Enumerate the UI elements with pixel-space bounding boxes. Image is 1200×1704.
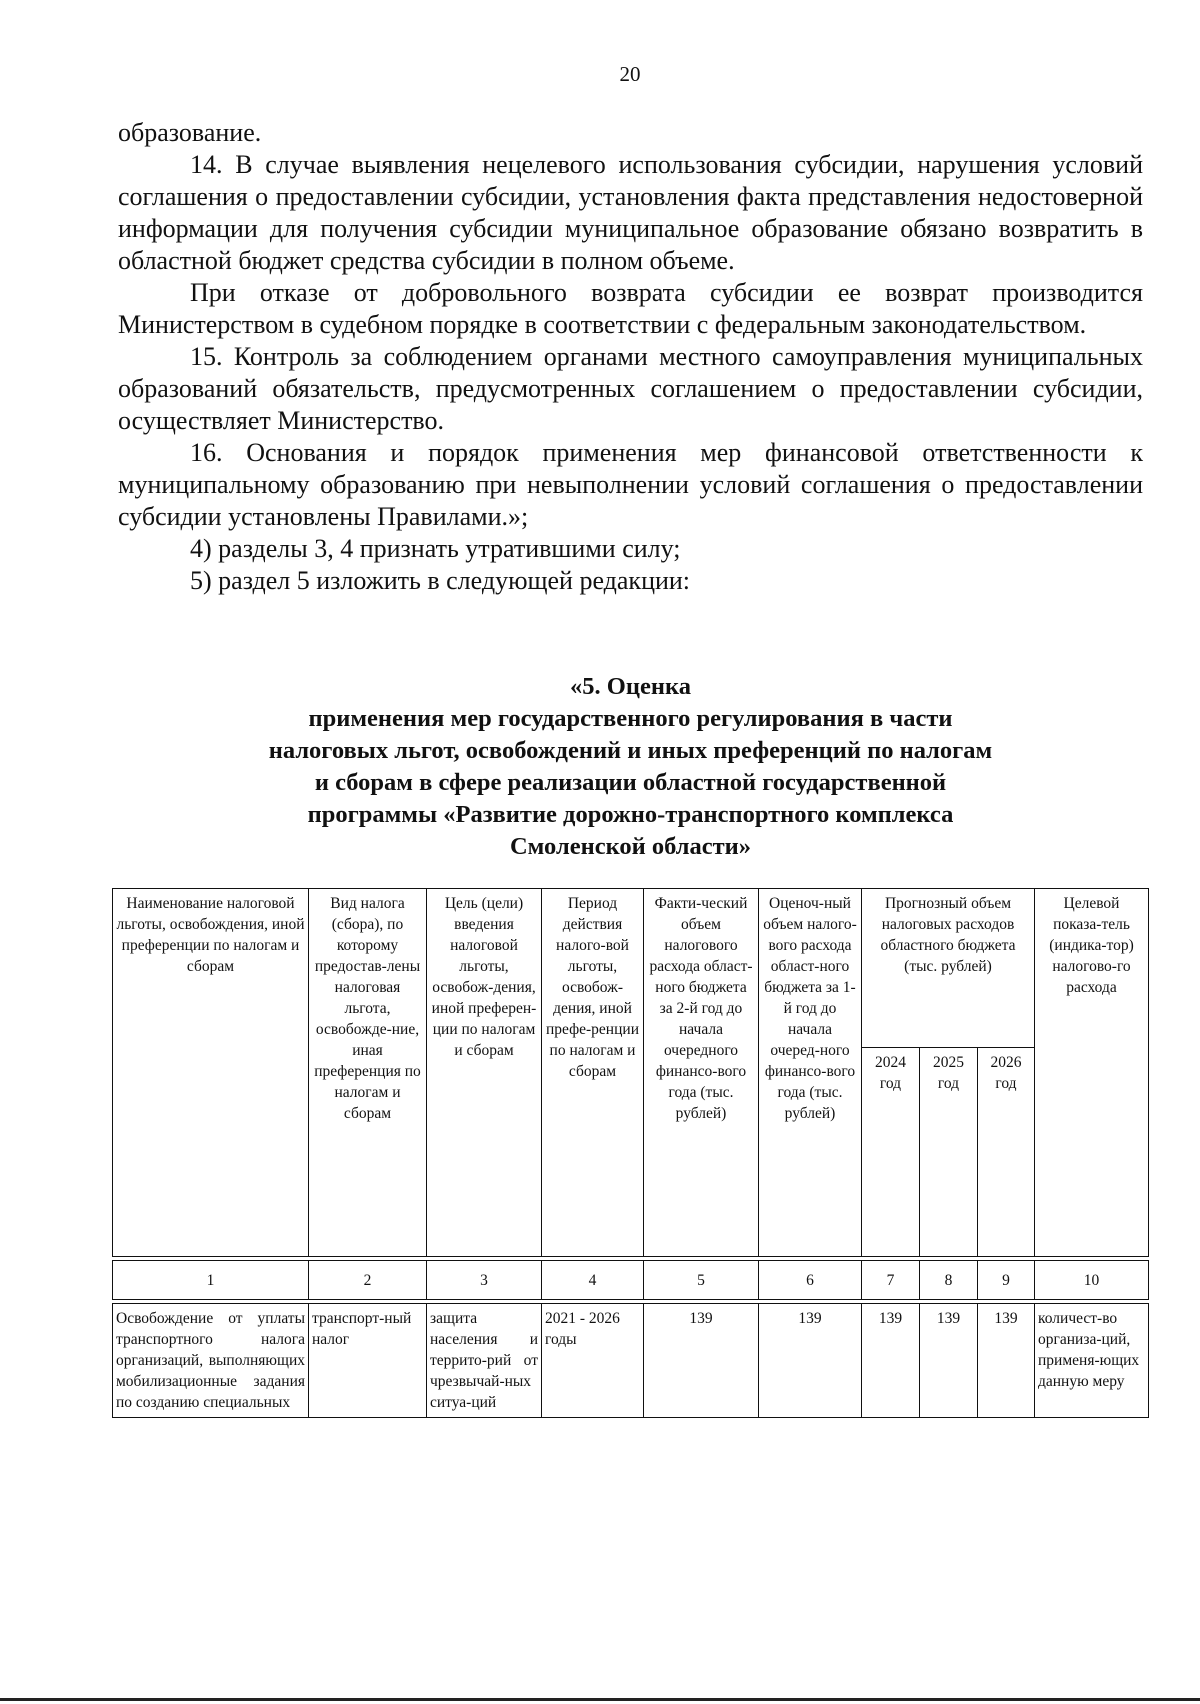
column-number: 1 <box>113 1261 309 1300</box>
cell-tax-type: транспорт-ный налог <box>309 1304 427 1418</box>
paragraph-item-5: 5) раздел 5 изложить в следующей редакции: <box>190 566 691 595</box>
header-forecast: Прогнозный объем налоговых расходов областного бюджета (тыс. рублей) <box>862 889 1035 1048</box>
heading-line-3: налоговых льгот, освобождений и иных преференций по налогам <box>268 737 993 764</box>
cell-year-2025: 139 <box>920 1304 978 1418</box>
header-indicator: Целевой показа-тель (индика-тор) налогово-го расхода <box>1035 889 1149 1257</box>
heading-line-4: и сборам в сфере реализации областной государственной <box>314 769 947 796</box>
column-number: 3 <box>427 1261 542 1300</box>
heading-line-5: программы «Развитие дорожно-транспортного комплекса <box>307 801 954 828</box>
cell-name: Освобождение от уплаты транспортного налога организаций, выполняющих мобилизационные задания по созданию специальных <box>113 1304 309 1418</box>
column-number: 7 <box>862 1261 920 1300</box>
header-period: Период действия налого-вой льготы, освобож-дения, иной префе-ренции по налогам и сборам <box>542 889 644 1257</box>
header-year-2024: 2024 год <box>862 1048 920 1257</box>
table-column-numbers <box>113 1261 1149 1300</box>
header-goal: Цель (цели) введения налоговой льготы, освобож-дения, иной преферен-ции по налогам и сборам <box>427 889 542 1257</box>
column-number: 6 <box>759 1261 862 1300</box>
tax-expenditure-table <box>112 888 1149 1418</box>
column-number: 5 <box>644 1261 759 1300</box>
header-year-2025: 2025 год <box>920 1048 978 1257</box>
heading-line-6: Смоленской области» <box>509 833 752 860</box>
table-header-row <box>113 889 1149 1048</box>
body-text <box>118 117 1143 597</box>
paragraph-15: 15. Контроль за соблюдением органами местного самоуправления муниципальных образований обязательств, предусмотренных соглашением о предоставлении субсидии, осуществляет Министерство. <box>118 342 1143 435</box>
header-name: Наименование налоговой льготы, освобождения, иной преференции по налогам и сборам <box>113 889 309 1257</box>
cell-period: 2021 - 2026 годы <box>542 1304 644 1418</box>
cell-goal: защита населения и террито-рий от чрезвычай-ных ситуа-ций <box>427 1304 542 1418</box>
table-row <box>113 1304 1149 1418</box>
header-tax-type: Вид налога (сбора), по которому предостав-лены налоговая льгота, освобожде-ние, иная преференция по налогам и сборам <box>309 889 427 1257</box>
paragraph-refusal: При отказе от добровольного возврата субсидии ее возврат производится Министерством в судебном порядке в соответствии с федеральным законодательством. <box>118 278 1143 339</box>
paragraph-16: 16. Основания и порядок применения мер финансовой ответственности к муниципальному образованию при невыполнении условий соглашения о предоставлении субсидии установлены Правилами.»; <box>118 438 1143 531</box>
column-number: 4 <box>542 1261 644 1300</box>
column-number: 9 <box>978 1261 1035 1300</box>
column-number: 10 <box>1035 1261 1149 1300</box>
header-year-2026: 2026 год <box>978 1048 1035 1257</box>
cell-indicator: количест-во организа-ций, применя-ющих данную меру <box>1035 1304 1149 1418</box>
page-number: 20 <box>619 62 641 86</box>
cell-actual-volume: 139 <box>644 1304 759 1418</box>
paragraph-continuation: образование. <box>118 118 262 147</box>
paragraph-14: 14. В случае выявления нецелевого использования субсидии, нарушения условий соглашения о предоставлении субсидии, установления факта представления недостоверной информации для получения субсидии муниципальное образование обязано возвратить в областной бюджет средства субсидии в полном объеме. <box>118 150 1143 275</box>
header-estimated-volume: Оценоч-ный объем налого-вого расхода област-ного бюджета за 1-й год до начала очеред-ного финансо-вого года (тыс. рублей) <box>759 889 862 1257</box>
header-actual-volume: Факти-ческий объем налогового расхода област-ного бюджета за 2-й год до начала очередного финансо-вого года (тыс. рублей) <box>644 889 759 1257</box>
column-number: 8 <box>920 1261 978 1300</box>
section-heading <box>118 671 1143 863</box>
column-number: 2 <box>309 1261 427 1300</box>
paragraph-item-4: 4) разделы 3, 4 признать утратившими силу; <box>190 534 681 563</box>
cell-estimated-volume: 139 <box>759 1304 862 1418</box>
cell-year-2026: 139 <box>978 1304 1035 1418</box>
scan-edge-line <box>0 1698 1200 1701</box>
cell-year-2024: 139 <box>862 1304 920 1418</box>
heading-line-1: «5. Оценка <box>570 673 691 700</box>
heading-line-2: применения мер государственного регулирования в части <box>308 705 953 732</box>
